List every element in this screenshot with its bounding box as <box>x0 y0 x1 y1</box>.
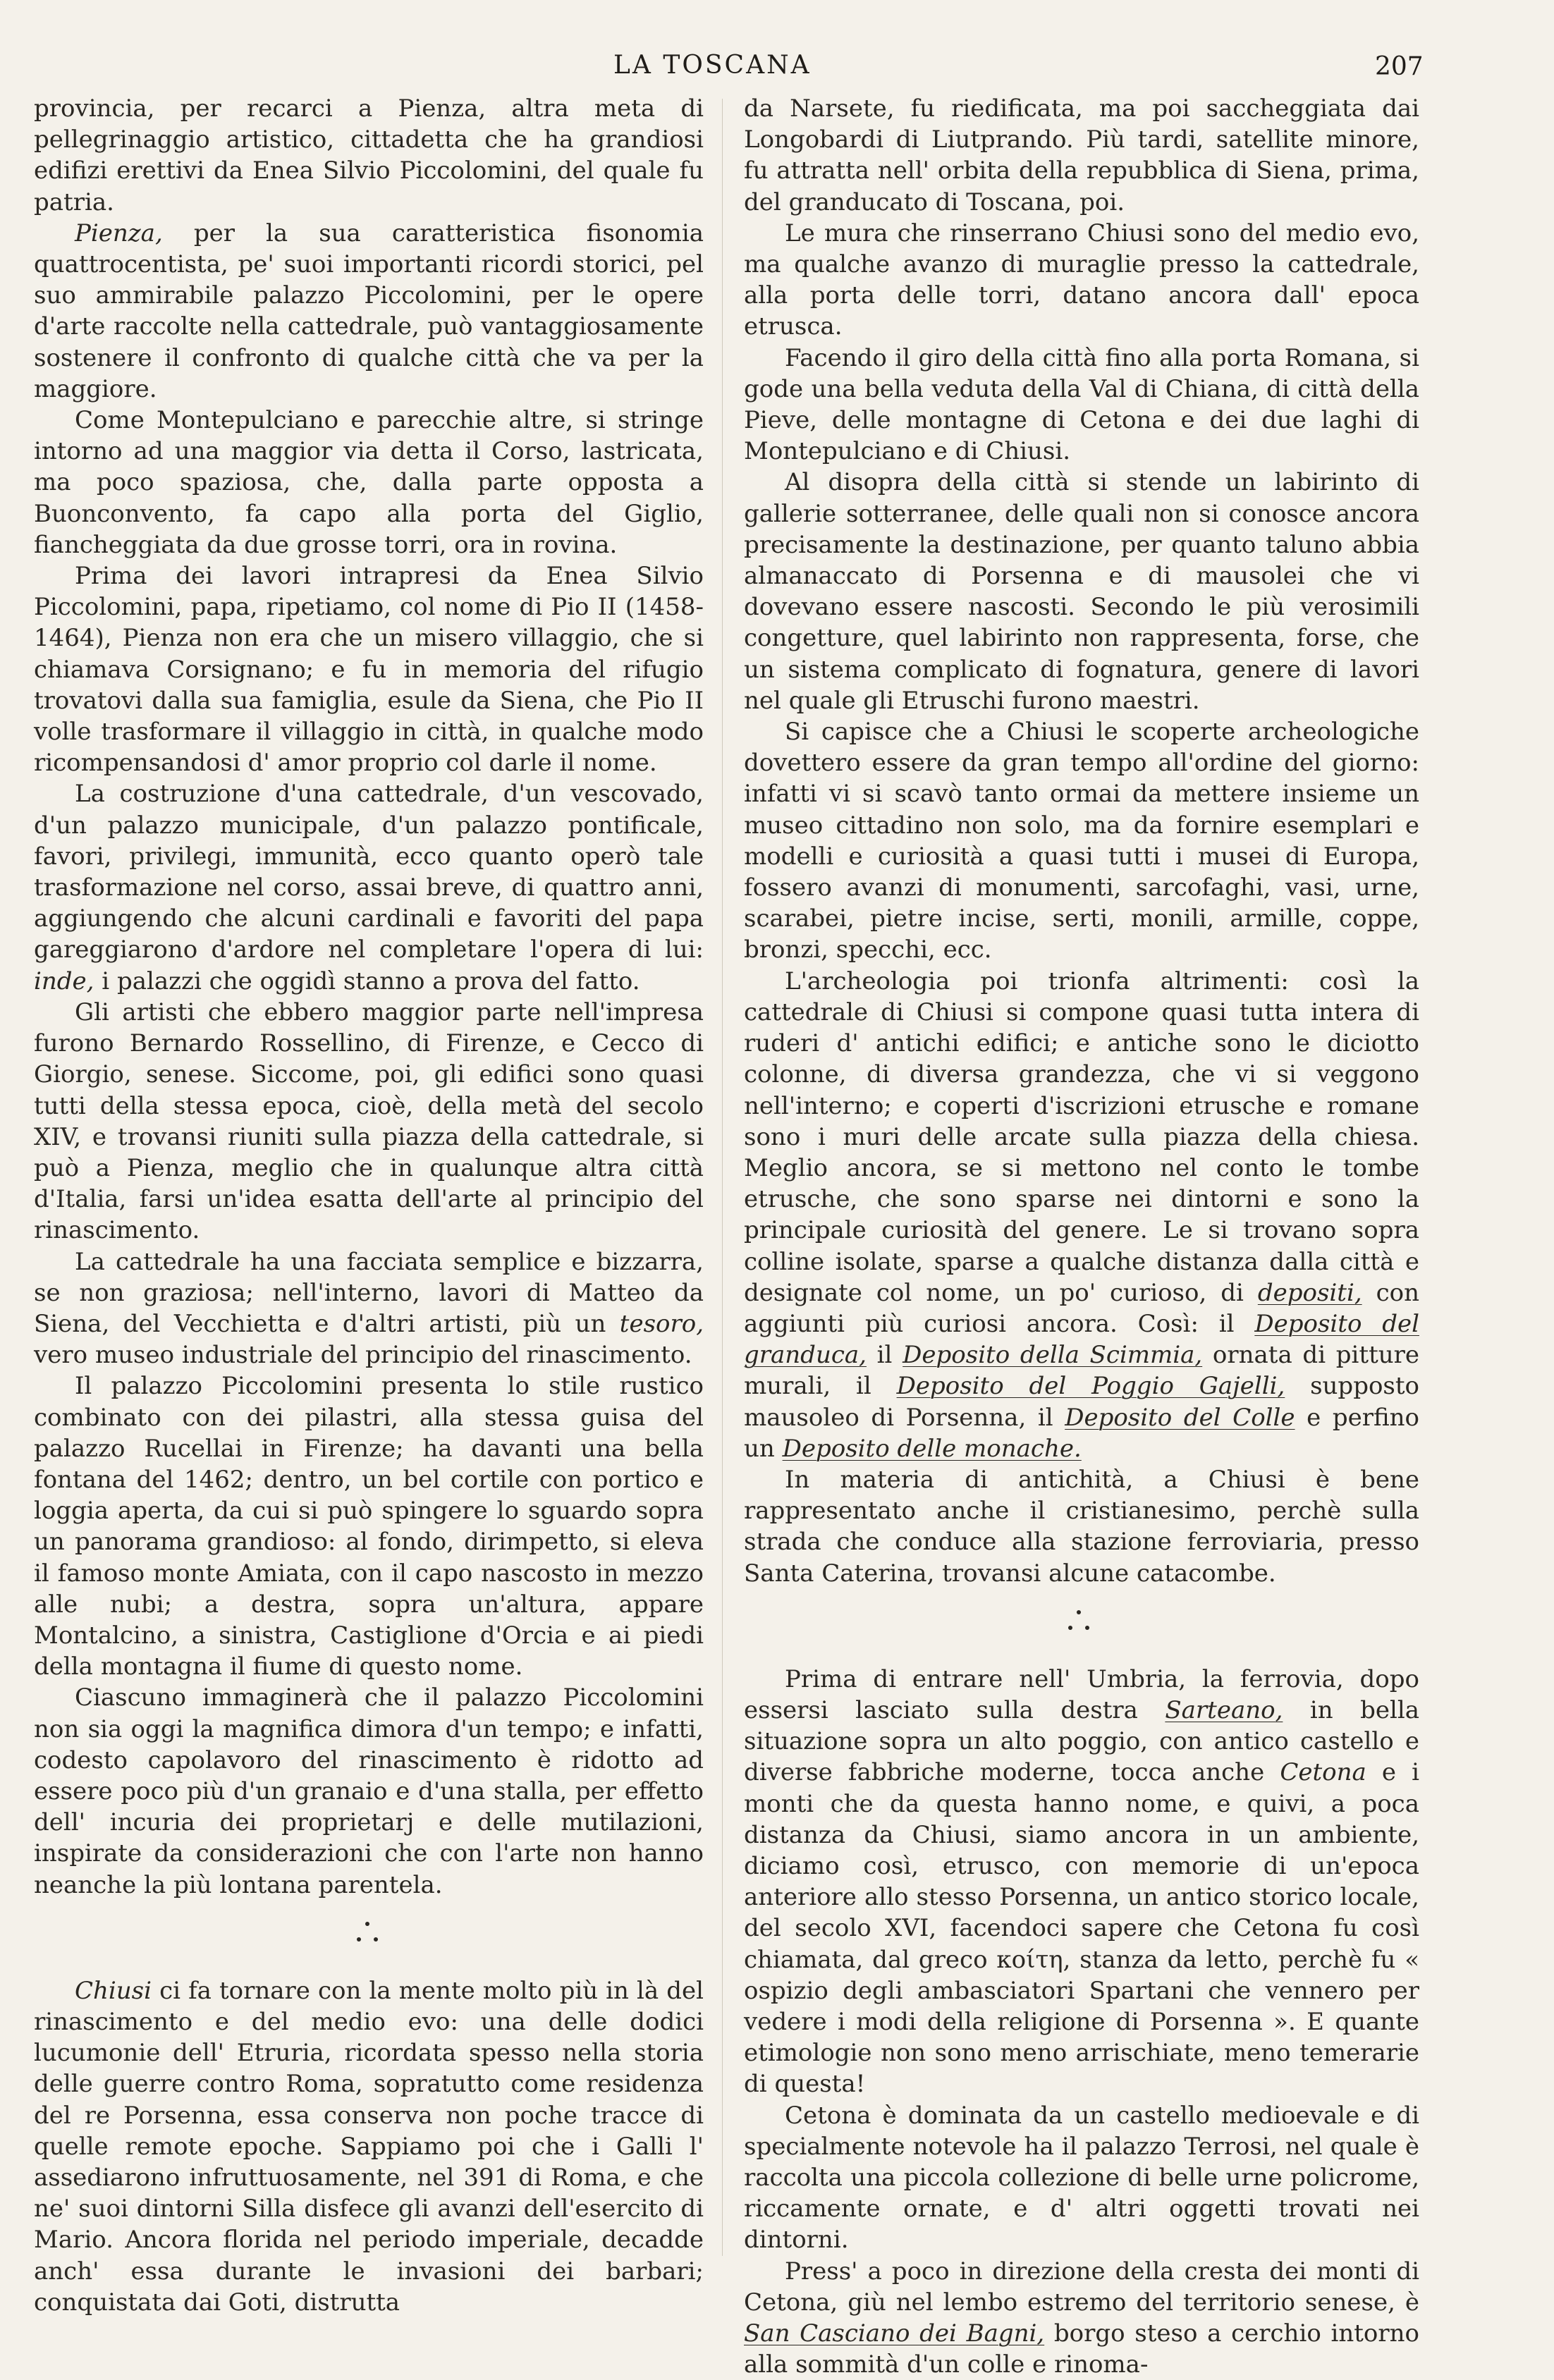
paragraph <box>744 966 1419 1464</box>
paragraph-text: stanza da letto, perchè fu « ospizio degli ambasciatori Spartani che vennero per vedere i modi della religione di Porsenna ». E quante etimologie non sono meno arrischiate, meno temerarie di questa! <box>744 1945 1420 2099</box>
paragraph <box>34 218 704 405</box>
italic-term: Deposito del Colle <box>1065 1403 1295 1432</box>
italic-term: tesoro, <box>619 1309 704 1338</box>
paragraph-text: con aggiunti più curiosi ancora. Così: il <box>744 1278 1420 1338</box>
place-name: Pienza, <box>75 219 163 247</box>
paragraph-text: Press' a poco in direzione della cresta dei monti di Cetona, giù nel lembo estremo del territorio senese, è <box>744 2257 1419 2317</box>
running-title: LA TOSCANA <box>613 51 812 80</box>
italic-term: Deposito delle monache. <box>782 1434 1082 1463</box>
italic-term: Deposito del Poggio Gajelli, <box>896 1372 1285 1401</box>
paragraph-text: ci fa tornare con la mente molto più in là del rinascimento e del medio evo: una delle dodici lucumonie dell' Etruria, ricordata spesso nella storia delle guerre contro Roma, sopratutto come residenza del re Porsenna, essa conserva non poche tracce di quelle remote epoche. Sappiamo poi che i Galli l' assediarono infruttuosamente, nel 391 di Roma, e che ne' suoi dintorni Silla disfece gli avanzi dell'esercito di Mario. Ancora florida nel periodo imperiale, decadde anch' essa durante le invasioni dei barbari; conquistata dai Goti, distrutta <box>34 1976 704 2317</box>
section-asterism <box>34 1906 704 1968</box>
right-column <box>744 93 1419 2380</box>
paragraph-text: vero museo industriale del principio del rinascimento. <box>34 1341 692 1370</box>
paragraph-text: il <box>866 1341 893 1370</box>
paragraph: Cetona è dominata da un castello medioevale e di specialmente notevole ha il palazzo Terrosi, nel quale è raccolta una piccola collezione di belle urne policrome, riccamente ornate, e d' altri oggetti trovati nei dintorni. <box>744 2101 1419 2255</box>
paragraph: Al disopra della città si stende un labirinto di gallerie sotterranee, delle quali non si conosce ancora precisamente la destinazione, per quanto taluno abbia almanaccato di Porsenna e di mausolei che vi dovevano essere nascosti. Secondo le più verosimili congetture, quel labirinto non rappresenta, forse, che un sistema complicato di fognatura, genere di lavori nel quale gli Etruschi furono maestri. <box>744 468 1419 715</box>
italic-term: depositi, <box>1257 1278 1362 1307</box>
paragraph-text: borgo steso a cerchio intorno alla sommità d'un colle e rinoma- <box>744 2319 1420 2379</box>
paragraph: Le mura che rinserrano Chiusi sono del medio evo, ma qualche avanzo di muraglie presso la cattedrale, alla porta delle torri, datano ancora dall' epoca etrusca. <box>744 219 1419 341</box>
place-name: Chiusi <box>75 1976 152 2005</box>
paragraph <box>34 778 704 996</box>
paragraph <box>34 1246 704 1371</box>
paragraph-text: supposto mausoleo di Porsenna, il <box>744 1372 1420 1432</box>
paragraph-text: La costruzione d'una cattedrale, d'un vescovado, d'un palazzo municipale, d'un palazzo pontificale, favori, privilegi, immunità, ecco quanto operò tale trasformazione nel corso, assai breve, di quattro anni, aggiungendo che alcuni cardinali e favoriti del papa gareggiarono d'ardore nel completare l'opera di lui: <box>34 780 704 964</box>
paragraph: Gli artisti che ebbero maggior parte nell'impresa furono Bernardo Rossellino, di Firenze, e Cecco di Giorgio, senese. Siccome, poi, gli edifici sono quasi tutti della stessa epoca, cioè, della metà del secolo XIV, e trovansi riuniti sulla piazza della cattedrale, si può a Pienza, meglio che in qualunque altra città d'Italia, farsi un'idea esatta dell'arte al principio del rinascimento. <box>34 998 704 1245</box>
paragraph: da Narsete, fu riedificata, ma poi saccheggiata dai Longobardi di Liutprando. Più tardi, satellite minore, fu attratta nell' orbita della repubblica di Siena, prima, del granducato di Toscana, poi. <box>744 94 1419 216</box>
paragraph-text: Prima di entrare nell' Umbria, la ferrovia, dopo essersi lasciato sulla destra <box>744 1664 1419 1724</box>
paragraph: Facendo il giro della città fino alla porta Romana, si gode una bella veduta della Val di Chiana, di città della Pieve, delle montagne di Cetona e dei due laghi di Montepulciano e di Chiusi. <box>744 343 1419 466</box>
paragraph-text: e perfino un <box>744 1403 1420 1463</box>
place-name: Sarteano, <box>1165 1695 1283 1724</box>
paragraph: In materia di antichità, a Chiusi è bene rappresentato anche il cristianesimo, perchè sulla strada che conduce alla stazione ferroviaria, presso Santa Caterina, trovansi alcune catacombe. <box>744 1465 1419 1588</box>
paragraph-text: in bella situazione sopra un alto poggio, con antico castello e diverse fabbriche moderne, tocca anche <box>744 1695 1419 1787</box>
paragraph <box>744 1664 1419 2100</box>
paragraph: Si capisce che a Chiusi le scoperte archeologiche dovettero essere da gran tempo all'ordine del giorno: infatti vi si scavò tanto ormai da mettere insieme un museo cittadino non solo, ma da fornire esemplari e modelli e curiosità a quasi tutti i musei di Europa, fossero avanzi di monumenti, sarcofaghi, vasi, urne, scarabei, pietre incise, serti, monili, armille, coppe, bronzi, specchi, ecc. <box>744 718 1419 964</box>
left-column <box>34 93 704 2318</box>
paragraph-text: i palazzi che oggidì stanno a prova del fatto. <box>94 967 640 995</box>
paragraph-text: e i monti che da questa hanno nome, e quivi, a poca distanza da Chiusi, siamo ancora in un ambiente, diciamo così, etrusco, con memorie di un'epoca anteriore allo stesso Porsenna, un antico storico locale, del secolo XVI, facendoci sapere che Cetona fu così chiamata, dal greco <box>744 1758 1420 1974</box>
paragraph: provincia, per recarci a Pienza, altra meta di pellegrinaggio artistico, cittadetta che ha grandiosi edifizi erettivi da Enea Silvio Piccolomini, del quale fu patria. <box>34 94 704 216</box>
running-head <box>0 44 1554 86</box>
page-number: 207 <box>1375 52 1424 81</box>
section-asterism <box>744 1595 1419 1657</box>
place-name: San Casciano dei Bagni, <box>744 2319 1045 2348</box>
paragraph: Prima dei lavori intrapresi da Enea Silvio Piccolomini, papa, ripetiamo, col nome di Pio II (1458-1464), Pienza non era che un misero villaggio, che si chiamava Corsignano; e fu in memoria del rifugio trovatovi dalla sua famiglia, esule da Siena, che Pio II volle trasformare il villaggio in città, in qualche modo ricompensandosi d' amor proprio col darle il nome. <box>34 562 704 778</box>
paragraph-text: ornata di pitture murali, il <box>744 1341 1420 1401</box>
greek-word: κοίτη, <box>996 1945 1071 1974</box>
italic-term: Deposito della Scimmia, <box>903 1341 1203 1370</box>
paragraph: Ciascuno immaginerà che il palazzo Piccolomini non sia oggi la magnifica dimora d'un tempo; e infatti, codesto capolavoro del rinascimento è ridotto ad essere poco più d'un granaio e d'una stalla, per effetto dell' incuria dei proprietarj e delle mutilazioni, inspirate da considerazioni che con l'arte non hanno neanche la più lontana parentela. <box>34 1683 704 1899</box>
paragraph <box>744 2256 1419 2380</box>
paragraph <box>34 1975 704 2318</box>
paragraph-text: L'archeologia poi trionfa altrimenti: così la cattedrale di Chiusi si compone quasi tutta intera di ruderi d' antichi edifici; e antiche sono le diciotto colonne, di diversa grandezza, che vi si veggono nell'interno; e coperti d'iscrizioni etrusche e romane sono i muri delle arcate sulla piazza della chiesa. Meglio ancora, se si mettono nel conto le tombe etrusche, che sono sparse nei dintorni e sono la principale curiosità del genere. Le si trovano sopra colline isolate, sparse a qualche distanza dalla città e designate col nome, un po' curioso, di <box>744 967 1419 1307</box>
place-name: Cetona <box>1280 1758 1366 1787</box>
paragraph-text: per la sua caratteristica fisonomia quattrocentista, pe' suoi importanti ricordi storici, pel suo ammirabile palazzo Piccolomini, per le opere d'arte raccolte nella cattedrale, può vantaggiosamente sostenere il confronto di qualche città che va per la maggiore. <box>34 219 704 403</box>
latin-word: inde, <box>34 967 94 995</box>
paragraph: Come Montepulciano e parecchie altre, si stringe intorno ad una maggior via detta il Corso, lastricata, ma poco spaziosa, che, dalla parte opposta a Buonconvento, fa capo alla porta del Giglio, fiancheggiata da due grosse torri, ora in rovina. <box>34 406 704 559</box>
column-divider <box>722 99 723 2256</box>
italic-term: Deposito del granduca, <box>744 1309 1419 1370</box>
paragraph: Il palazzo Piccolomini presenta lo stile rustico combinato con dei pilastri, alla stessa guisa del palazzo Rucellai in Firenze; ha davanti una bella fontana del 1462; dentro, un bel cortile con portico e loggia aperta, da cui si può spingere lo sguardo sopra un panorama grandioso: al fondo, dirimpetto, si eleva il famoso monte Amiata, con il capo nascosto in mezzo alle nubi; a destra, sopra un'altura, appare Montalcino, a sinistra, Castiglione d'Orcia e ai piedi della montagna il fiume di questo nome. <box>34 1372 704 1681</box>
paragraph-text: La cattedrale ha una facciata semplice e bizzarra, se non graziosa; nell'interno, lavori di Matteo da Siena, del Vecchietta e d'altri artisti, più un <box>34 1247 704 1338</box>
